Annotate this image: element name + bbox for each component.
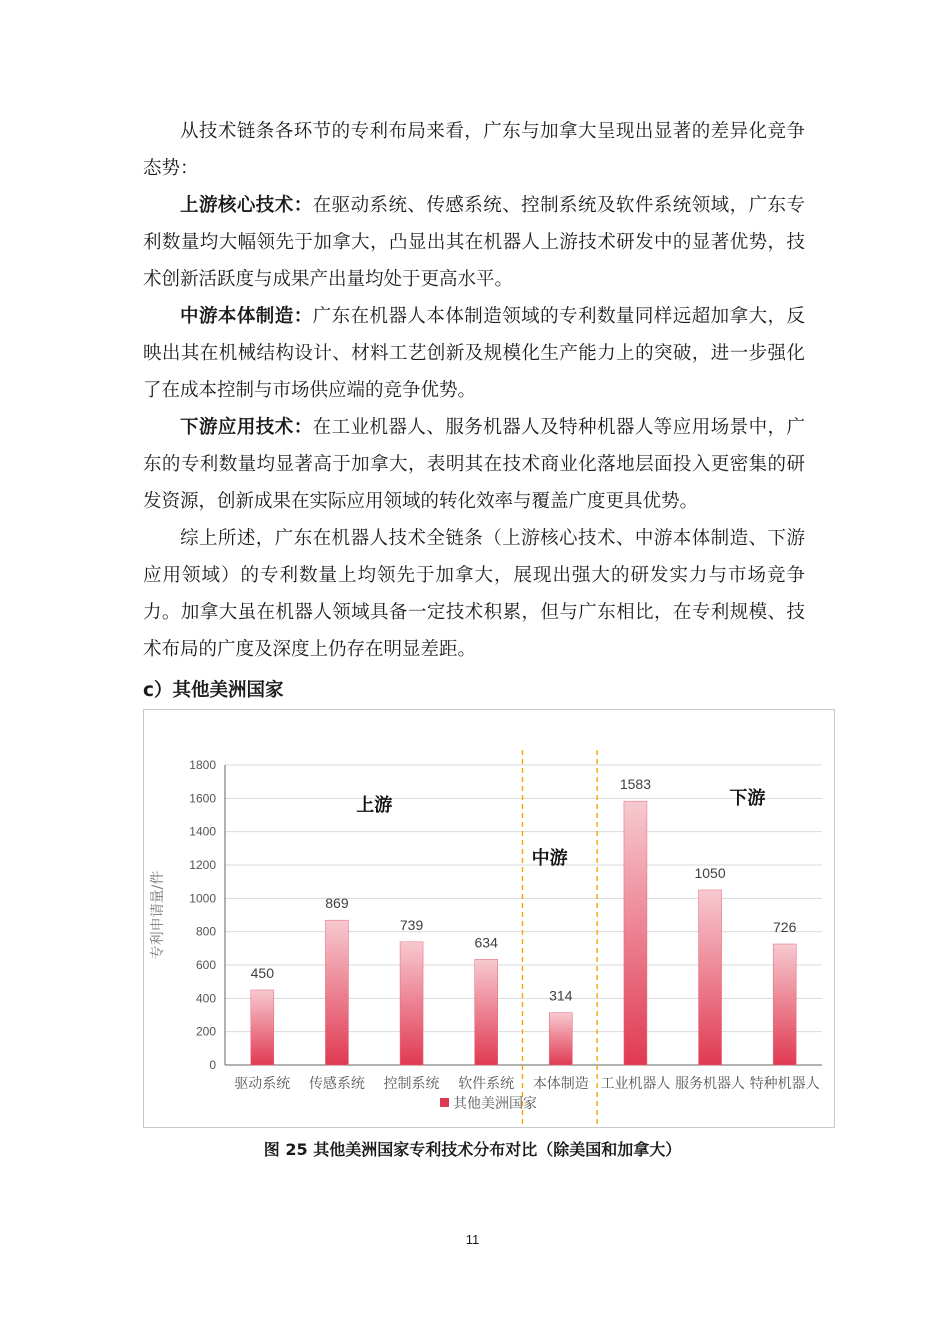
data-label: 634 xyxy=(474,934,498,951)
page-number: 11 xyxy=(465,1232,480,1247)
y-tick-label: 1800 xyxy=(189,758,216,772)
paragraph-text: 在工业机器人、服务机器人及特种机器人等应用场景中，广东的专利数量均显著高于加拿大，表明其在技术商业化落地层面投入更密集的研发资源，创新成果在实际应用领域的转化效率与覆盖广度更具优势。 xyxy=(143,417,805,512)
data-label: 869 xyxy=(325,895,349,912)
x-tick-label: 驱动系统 xyxy=(234,1076,291,1092)
data-label: 1050 xyxy=(694,865,726,881)
paragraph-lead: 上游核心技术： xyxy=(180,195,313,216)
bar-chart xyxy=(144,710,834,1127)
paragraph xyxy=(143,298,805,409)
x-tick-label: 服务机器人 xyxy=(675,1076,746,1092)
paragraph-lead: 下游应用技术： xyxy=(180,417,313,438)
x-tick-label: 本体制造 xyxy=(532,1076,589,1092)
y-tick-label: 200 xyxy=(195,1024,216,1039)
paragraph xyxy=(143,520,805,668)
paragraph-text: 在驱动系统、传感系统、控制系统及软件系统领域，广东专利数量均大幅领先于加拿大，凸显出其在机器人上游技术研发中的显著优势，技术创新活跃度与成果产出量均处于更高水平。 xyxy=(143,195,805,290)
paragraph xyxy=(143,113,805,187)
y-tick-label: 0 xyxy=(209,1058,216,1072)
paragraph xyxy=(143,409,805,520)
y-tick-label: 800 xyxy=(195,924,216,939)
segment-label: 中游 xyxy=(531,848,568,869)
bar xyxy=(549,1013,572,1065)
x-tick-label: 工业机器人 xyxy=(600,1076,671,1092)
bar xyxy=(475,959,498,1065)
bar xyxy=(624,801,647,1065)
x-tick-label: 软件系统 xyxy=(458,1076,515,1092)
data-label: 1583 xyxy=(619,776,652,793)
y-tick-label: 400 xyxy=(195,991,216,1006)
data-label: 726 xyxy=(773,919,797,935)
y-tick-label: 600 xyxy=(195,958,216,972)
paragraph-text: 综上所述，广东在机器人技术全链条（上游核心技术、中游本体制造、下游应用领域）的专利数量上均领先于加拿大，展现出强大的研发实力与市场竞争力。加拿大虽在机器人领域具备一定技术积累，但与广东相比，在专利规模、技术布局的广度及深度上仍存在明显差距。 xyxy=(143,528,805,660)
chart-frame xyxy=(143,709,835,1128)
data-label: 314 xyxy=(549,987,573,1004)
segment-label: 上游 xyxy=(356,795,393,816)
section-subheading: c）其他美洲国家 xyxy=(143,680,284,701)
body-text xyxy=(143,113,805,668)
bar xyxy=(251,990,274,1065)
data-label: 450 xyxy=(250,965,274,981)
y-tick-label: 1200 xyxy=(189,858,216,872)
x-tick-label: 特种机器人 xyxy=(749,1076,820,1092)
y-tick-label: 1600 xyxy=(189,791,216,806)
x-tick-label: 控制系统 xyxy=(383,1076,440,1092)
bar xyxy=(400,942,423,1065)
paragraph-lead: 中游本体制造： xyxy=(180,306,313,327)
paragraph-text: 从技术链条各环节的专利布局来看，广东与加拿大呈现出显著的差异化竞争态势： xyxy=(143,121,805,179)
x-tick-label: 传感系统 xyxy=(308,1076,365,1092)
paragraph-text: 广东在机器人本体制造领域的专利数量同样远超加拿大，反映出其在机械结构设计、材料工艺创新及规模化生产能力上的突破，进一步强化了在成本控制与市场供应端的竞争优势。 xyxy=(143,306,805,401)
figure-caption: 图 25 其他美洲国家专利技术分布对比（除美国和加拿大） xyxy=(263,1140,682,1159)
paragraph xyxy=(143,187,805,298)
bar xyxy=(325,920,348,1065)
segment-label: 下游 xyxy=(729,788,766,809)
y-axis-label: 专利申请量/件 xyxy=(150,870,166,960)
y-tick-label: 1400 xyxy=(189,824,216,839)
bar xyxy=(773,944,796,1065)
data-label: 739 xyxy=(399,916,424,933)
bar xyxy=(699,890,722,1065)
legend-swatch xyxy=(440,1098,449,1107)
y-tick-label: 1000 xyxy=(189,891,216,906)
legend-label: 其他美洲国家 xyxy=(453,1096,537,1112)
